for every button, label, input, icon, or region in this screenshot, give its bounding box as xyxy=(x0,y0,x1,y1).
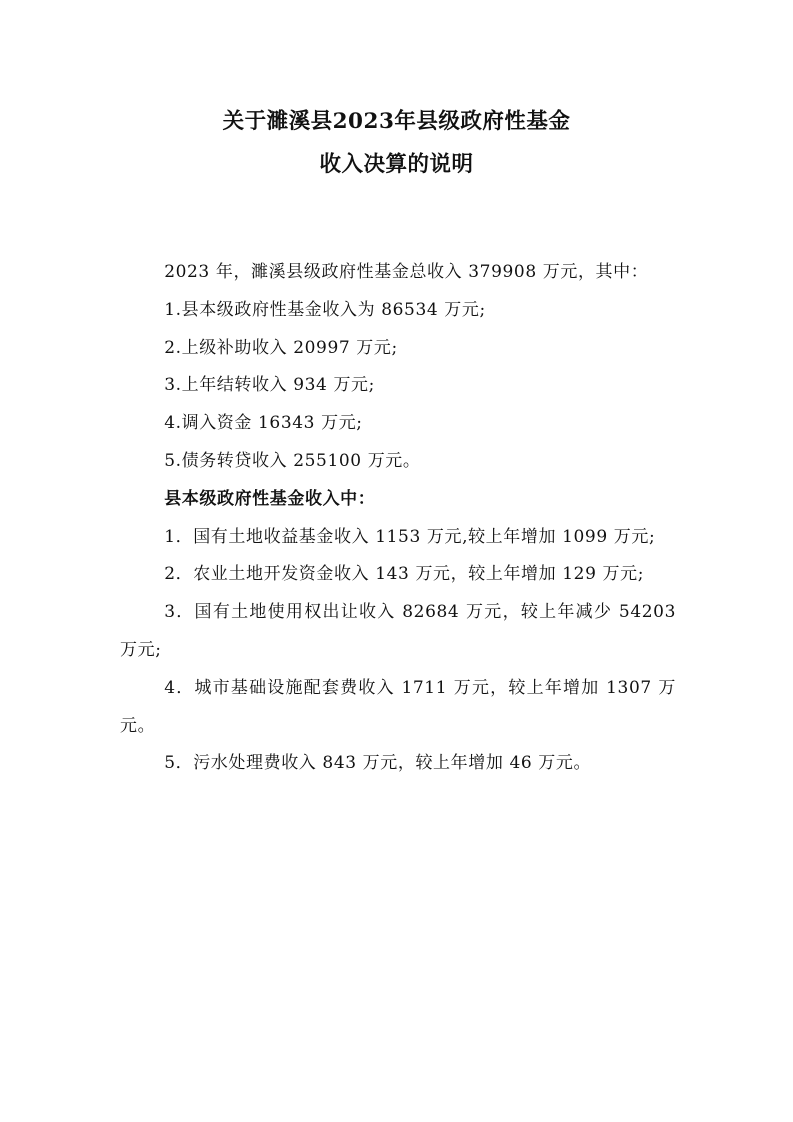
detail-item-1: 1．国有土地收益基金收入 1153 万元,较上年增加 1099 万元; xyxy=(164,526,656,547)
total-item-5: 5.债务转贷收入 255100 万元。 xyxy=(164,450,421,471)
detail-item-2: 2．农业土地开发资金收入 143 万元，较上年增加 129 万元; xyxy=(164,564,645,585)
intro-paragraph: 2023 年，濉溪县级政府性基金总收入 379908 万元，其中： xyxy=(164,262,649,282)
section-heading: 县本级政府性基金收入中： xyxy=(164,488,376,509)
document-title-line-2: 收入决算的说明 xyxy=(319,152,474,177)
total-item-4: 4.调入资金 16343 万元; xyxy=(164,413,363,434)
total-item-1: 1.县本级政府性基金收入为 86534 万元; xyxy=(164,299,486,320)
document-body xyxy=(120,254,676,783)
detail-item-5: 5．污水处理费收入 843 万元，较上年增加 46 万元。 xyxy=(164,753,592,774)
detail-item-4: 4．城市基础设施配套费收入 1711 万元，较上年增加 1307 万元。 xyxy=(120,677,676,736)
document-title-line-1: 关于濉溪县2023年县级政府性基金 xyxy=(222,109,571,134)
total-item-2: 2.上级补助收入 20997 万元; xyxy=(164,337,398,358)
detail-item-3: 3．国有土地使用权出让收入 82684 万元，较上年减少 54203 万元; xyxy=(120,602,676,660)
total-item-3: 3.上年结转收入 934 万元; xyxy=(164,375,375,396)
